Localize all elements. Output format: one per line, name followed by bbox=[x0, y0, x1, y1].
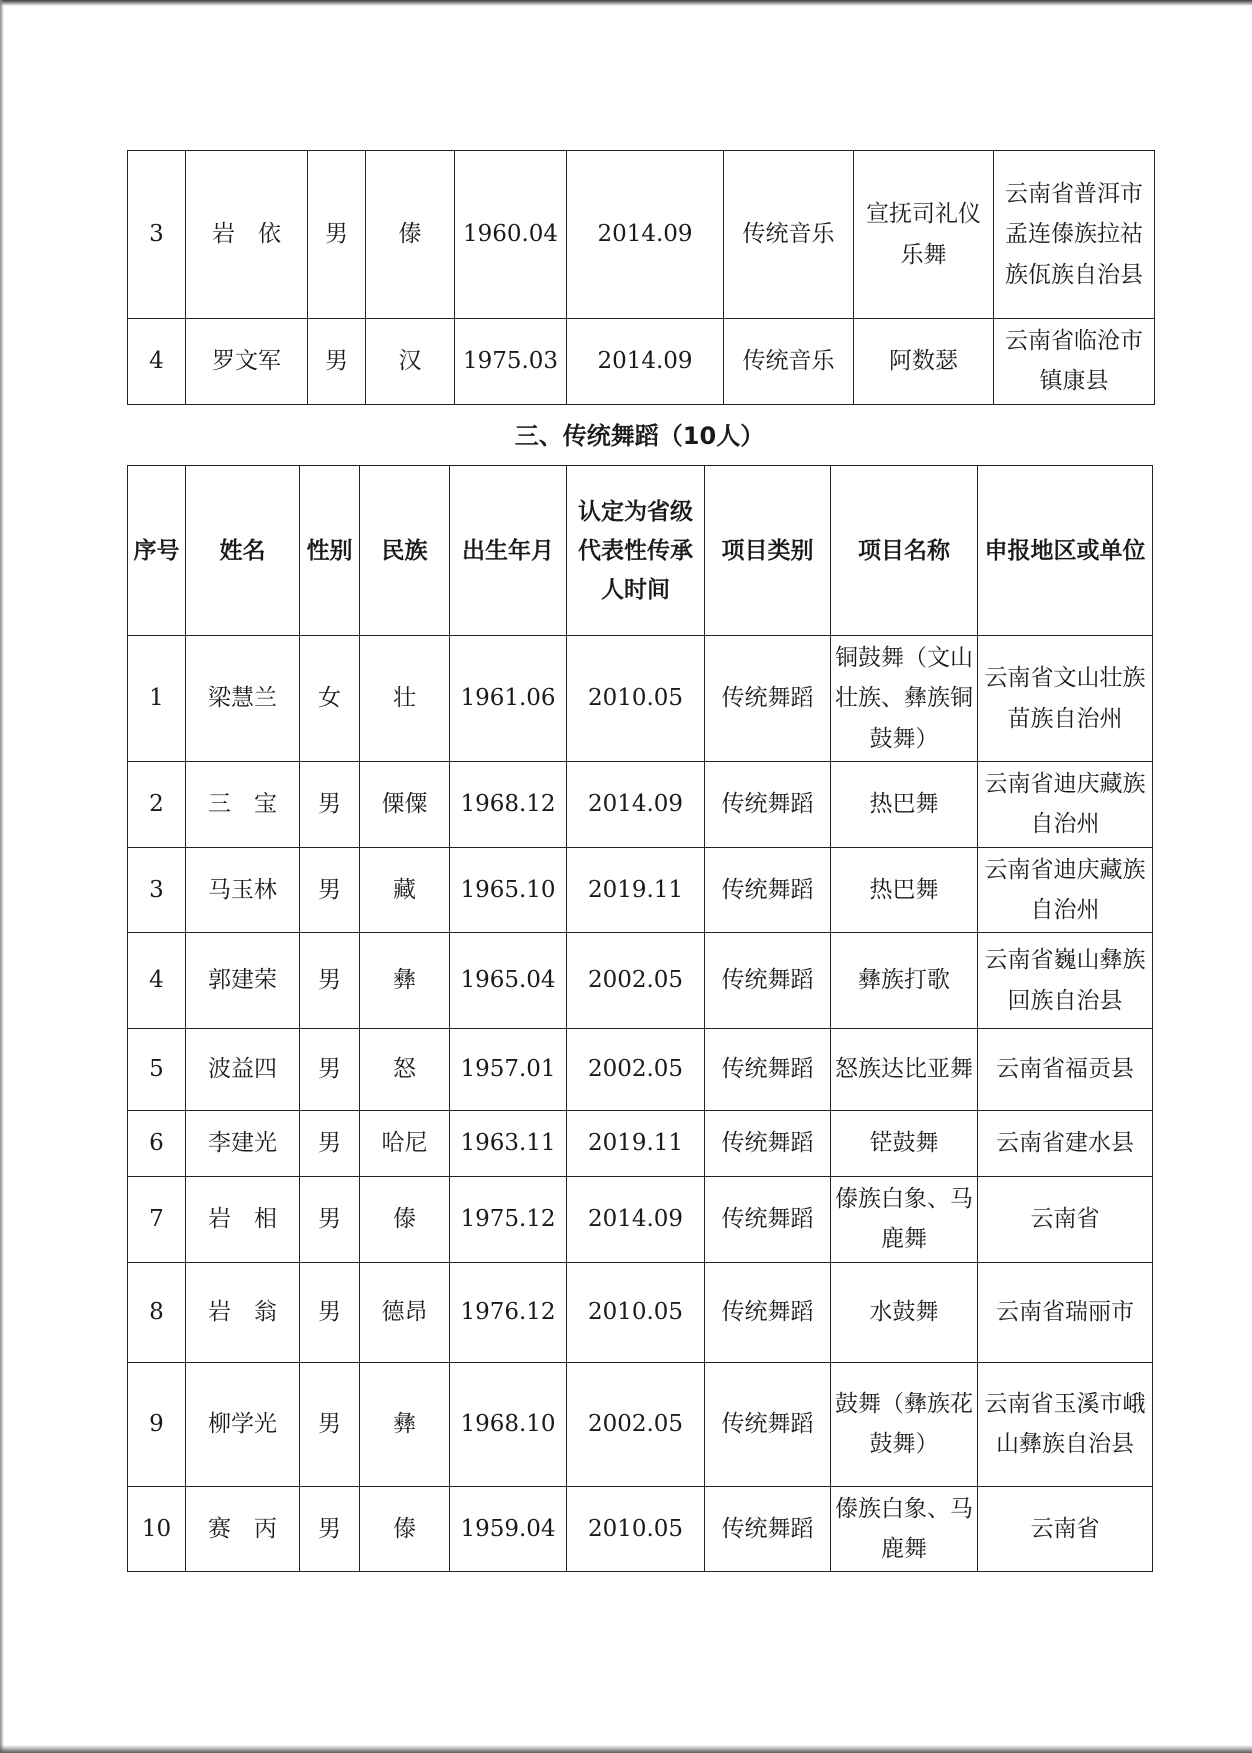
cell-birth: 1976.12 bbox=[450, 1262, 567, 1362]
cell-recognized: 2010.05 bbox=[567, 1486, 705, 1572]
cell-region: 云南省福贡县 bbox=[978, 1029, 1153, 1111]
cell-gender: 男 bbox=[300, 933, 360, 1029]
cell-project: 热巴舞 bbox=[831, 847, 978, 933]
cell-birth: 1968.10 bbox=[450, 1362, 567, 1486]
cell-name: 李建光 bbox=[186, 1111, 300, 1177]
cell-gender: 男 bbox=[300, 1486, 360, 1572]
cell-gender: 男 bbox=[300, 1111, 360, 1177]
cell-gender: 女 bbox=[300, 636, 360, 762]
scan-edge-left bbox=[0, 0, 4, 1753]
cell-name: 柳学光 bbox=[186, 1362, 300, 1486]
cell-recognized: 2014.09 bbox=[567, 762, 705, 848]
cell-region: 云南省迪庆藏族自治州 bbox=[978, 762, 1153, 848]
cell-region: 云南省 bbox=[978, 1177, 1153, 1263]
cell-name: 岩 相 bbox=[186, 1177, 300, 1263]
cell-recognized: 2010.05 bbox=[567, 636, 705, 762]
cell-recognized: 2002.05 bbox=[567, 933, 705, 1029]
cell-name: 郭建荣 bbox=[186, 933, 300, 1029]
cell-region: 云南省普洱市孟连傣族拉祜族佤族自治县 bbox=[994, 151, 1155, 319]
cell-category: 传统舞蹈 bbox=[705, 1262, 831, 1362]
cell-recognized: 2002.05 bbox=[567, 1029, 705, 1111]
cell-index: 4 bbox=[128, 319, 186, 405]
cell-index: 7 bbox=[128, 1177, 186, 1263]
cell-ethnicity: 傣 bbox=[360, 1486, 450, 1572]
scan-edge-top bbox=[0, 0, 1252, 6]
cell-region: 云南省巍山彝族回族自治县 bbox=[978, 933, 1153, 1029]
cell-project: 铜鼓舞（文山壮族、彝族铜鼓舞） bbox=[831, 636, 978, 762]
cell-birth: 1963.11 bbox=[450, 1111, 567, 1177]
table-row bbox=[128, 319, 1155, 405]
cell-birth: 1968.12 bbox=[450, 762, 567, 848]
cell-name: 梁慧兰 bbox=[186, 636, 300, 762]
table-row bbox=[128, 1486, 1153, 1572]
table-row bbox=[128, 1111, 1153, 1177]
cell-name: 马玉林 bbox=[186, 847, 300, 933]
header-category: 项目类别 bbox=[705, 466, 831, 636]
cell-category: 传统舞蹈 bbox=[705, 933, 831, 1029]
cell-region: 云南省迪庆藏族自治州 bbox=[978, 847, 1153, 933]
cell-project: 傣族白象、马鹿舞 bbox=[831, 1177, 978, 1263]
cell-project: 热巴舞 bbox=[831, 762, 978, 848]
cell-project: 水鼓舞 bbox=[831, 1262, 978, 1362]
cell-index: 9 bbox=[128, 1362, 186, 1486]
cell-name: 罗文军 bbox=[186, 319, 308, 405]
cell-region: 云南省建水县 bbox=[978, 1111, 1153, 1177]
cell-name: 赛 丙 bbox=[186, 1486, 300, 1572]
cell-gender: 男 bbox=[300, 1262, 360, 1362]
cell-index: 8 bbox=[128, 1262, 186, 1362]
cell-recognized: 2010.05 bbox=[567, 1262, 705, 1362]
cell-ethnicity: 傣 bbox=[360, 1177, 450, 1263]
cell-index: 5 bbox=[128, 1029, 186, 1111]
cell-category: 传统舞蹈 bbox=[705, 1362, 831, 1486]
header-recognized: 认定为省级代表性传承人时间 bbox=[567, 466, 705, 636]
cell-gender: 男 bbox=[308, 319, 366, 405]
table-row bbox=[128, 933, 1153, 1029]
cell-region: 云南省瑞丽市 bbox=[978, 1262, 1153, 1362]
header-ethnicity: 民族 bbox=[360, 466, 450, 636]
dance-table bbox=[127, 465, 1153, 1572]
cell-index: 6 bbox=[128, 1111, 186, 1177]
cell-recognized: 2014.09 bbox=[567, 319, 724, 405]
header-index: 序号 bbox=[128, 466, 186, 636]
cell-birth: 1961.06 bbox=[450, 636, 567, 762]
section-heading: 三、传统舞蹈（10人） bbox=[514, 422, 765, 450]
cell-birth: 1957.01 bbox=[450, 1029, 567, 1111]
table-row bbox=[128, 1177, 1153, 1263]
table-row bbox=[128, 847, 1153, 933]
cell-gender: 男 bbox=[300, 1177, 360, 1263]
cell-region: 云南省 bbox=[978, 1486, 1153, 1572]
cell-category: 传统舞蹈 bbox=[705, 1029, 831, 1111]
cell-recognized: 2002.05 bbox=[567, 1362, 705, 1486]
cell-project: 鼓舞（彝族花鼓舞） bbox=[831, 1362, 978, 1486]
cell-ethnicity: 怒 bbox=[360, 1029, 450, 1111]
cell-birth: 1975.12 bbox=[450, 1177, 567, 1263]
cell-ethnicity: 哈尼 bbox=[360, 1111, 450, 1177]
cell-recognized: 2019.11 bbox=[567, 847, 705, 933]
cell-category: 传统舞蹈 bbox=[705, 636, 831, 762]
cell-ethnicity: 壮 bbox=[360, 636, 450, 762]
cell-index: 2 bbox=[128, 762, 186, 848]
cell-project: 宣抚司礼仪乐舞 bbox=[854, 151, 994, 319]
table-row bbox=[128, 762, 1153, 848]
cell-category: 传统舞蹈 bbox=[705, 847, 831, 933]
header-name: 姓名 bbox=[186, 466, 300, 636]
table-row bbox=[128, 1362, 1153, 1486]
cell-gender: 男 bbox=[300, 762, 360, 848]
cell-recognized: 2014.09 bbox=[567, 151, 724, 319]
header-project: 项目名称 bbox=[831, 466, 978, 636]
cell-birth: 1975.03 bbox=[455, 319, 567, 405]
cell-project: 阿数瑟 bbox=[854, 319, 994, 405]
cell-ethnicity: 德昂 bbox=[360, 1262, 450, 1362]
cell-category: 传统舞蹈 bbox=[705, 1486, 831, 1572]
cell-index: 10 bbox=[128, 1486, 186, 1572]
cell-birth: 1960.04 bbox=[455, 151, 567, 319]
cell-project: 怒族达比亚舞 bbox=[831, 1029, 978, 1111]
cell-name: 波益四 bbox=[186, 1029, 300, 1111]
cell-category: 传统舞蹈 bbox=[705, 1177, 831, 1263]
cell-birth: 1959.04 bbox=[450, 1486, 567, 1572]
scan-edge-bottom bbox=[0, 1745, 1252, 1753]
cell-category: 传统音乐 bbox=[724, 319, 854, 405]
cell-name: 岩 依 bbox=[186, 151, 308, 319]
cell-birth: 1965.10 bbox=[450, 847, 567, 933]
cell-index: 3 bbox=[128, 847, 186, 933]
cell-project: 铓鼓舞 bbox=[831, 1111, 978, 1177]
table-row bbox=[128, 1262, 1153, 1362]
cell-gender: 男 bbox=[308, 151, 366, 319]
table-row bbox=[128, 636, 1153, 762]
cell-category: 传统舞蹈 bbox=[705, 1111, 831, 1177]
cell-birth: 1965.04 bbox=[450, 933, 567, 1029]
cell-gender: 男 bbox=[300, 847, 360, 933]
cell-index: 4 bbox=[128, 933, 186, 1029]
cell-name: 岩 翁 bbox=[186, 1262, 300, 1362]
table-row bbox=[128, 1029, 1153, 1111]
header-gender: 性别 bbox=[300, 466, 360, 636]
cell-recognized: 2014.09 bbox=[567, 1177, 705, 1263]
cell-index: 1 bbox=[128, 636, 186, 762]
cell-region: 云南省文山壮族苗族自治州 bbox=[978, 636, 1153, 762]
cell-category: 传统音乐 bbox=[724, 151, 854, 319]
cell-ethnicity: 傈僳 bbox=[360, 762, 450, 848]
header-row bbox=[128, 466, 1153, 636]
cell-project: 傣族白象、马鹿舞 bbox=[831, 1486, 978, 1572]
cell-gender: 男 bbox=[300, 1362, 360, 1486]
header-region: 申报地区或单位 bbox=[978, 466, 1153, 636]
cell-ethnicity: 汉 bbox=[366, 319, 455, 405]
cell-region: 云南省临沧市镇康县 bbox=[994, 319, 1155, 405]
cell-region: 云南省玉溪市峨山彝族自治县 bbox=[978, 1362, 1153, 1486]
cell-name: 三 宝 bbox=[186, 762, 300, 848]
cell-recognized: 2019.11 bbox=[567, 1111, 705, 1177]
cell-project: 彝族打歌 bbox=[831, 933, 978, 1029]
music-continuation-table bbox=[127, 150, 1155, 405]
cell-gender: 男 bbox=[300, 1029, 360, 1111]
cell-index: 3 bbox=[128, 151, 186, 319]
header-birth: 出生年月 bbox=[450, 466, 567, 636]
cell-ethnicity: 藏 bbox=[360, 847, 450, 933]
cell-ethnicity: 傣 bbox=[366, 151, 455, 319]
cell-category: 传统舞蹈 bbox=[705, 762, 831, 848]
table-row bbox=[128, 151, 1155, 319]
cell-ethnicity: 彝 bbox=[360, 1362, 450, 1486]
cell-ethnicity: 彝 bbox=[360, 933, 450, 1029]
